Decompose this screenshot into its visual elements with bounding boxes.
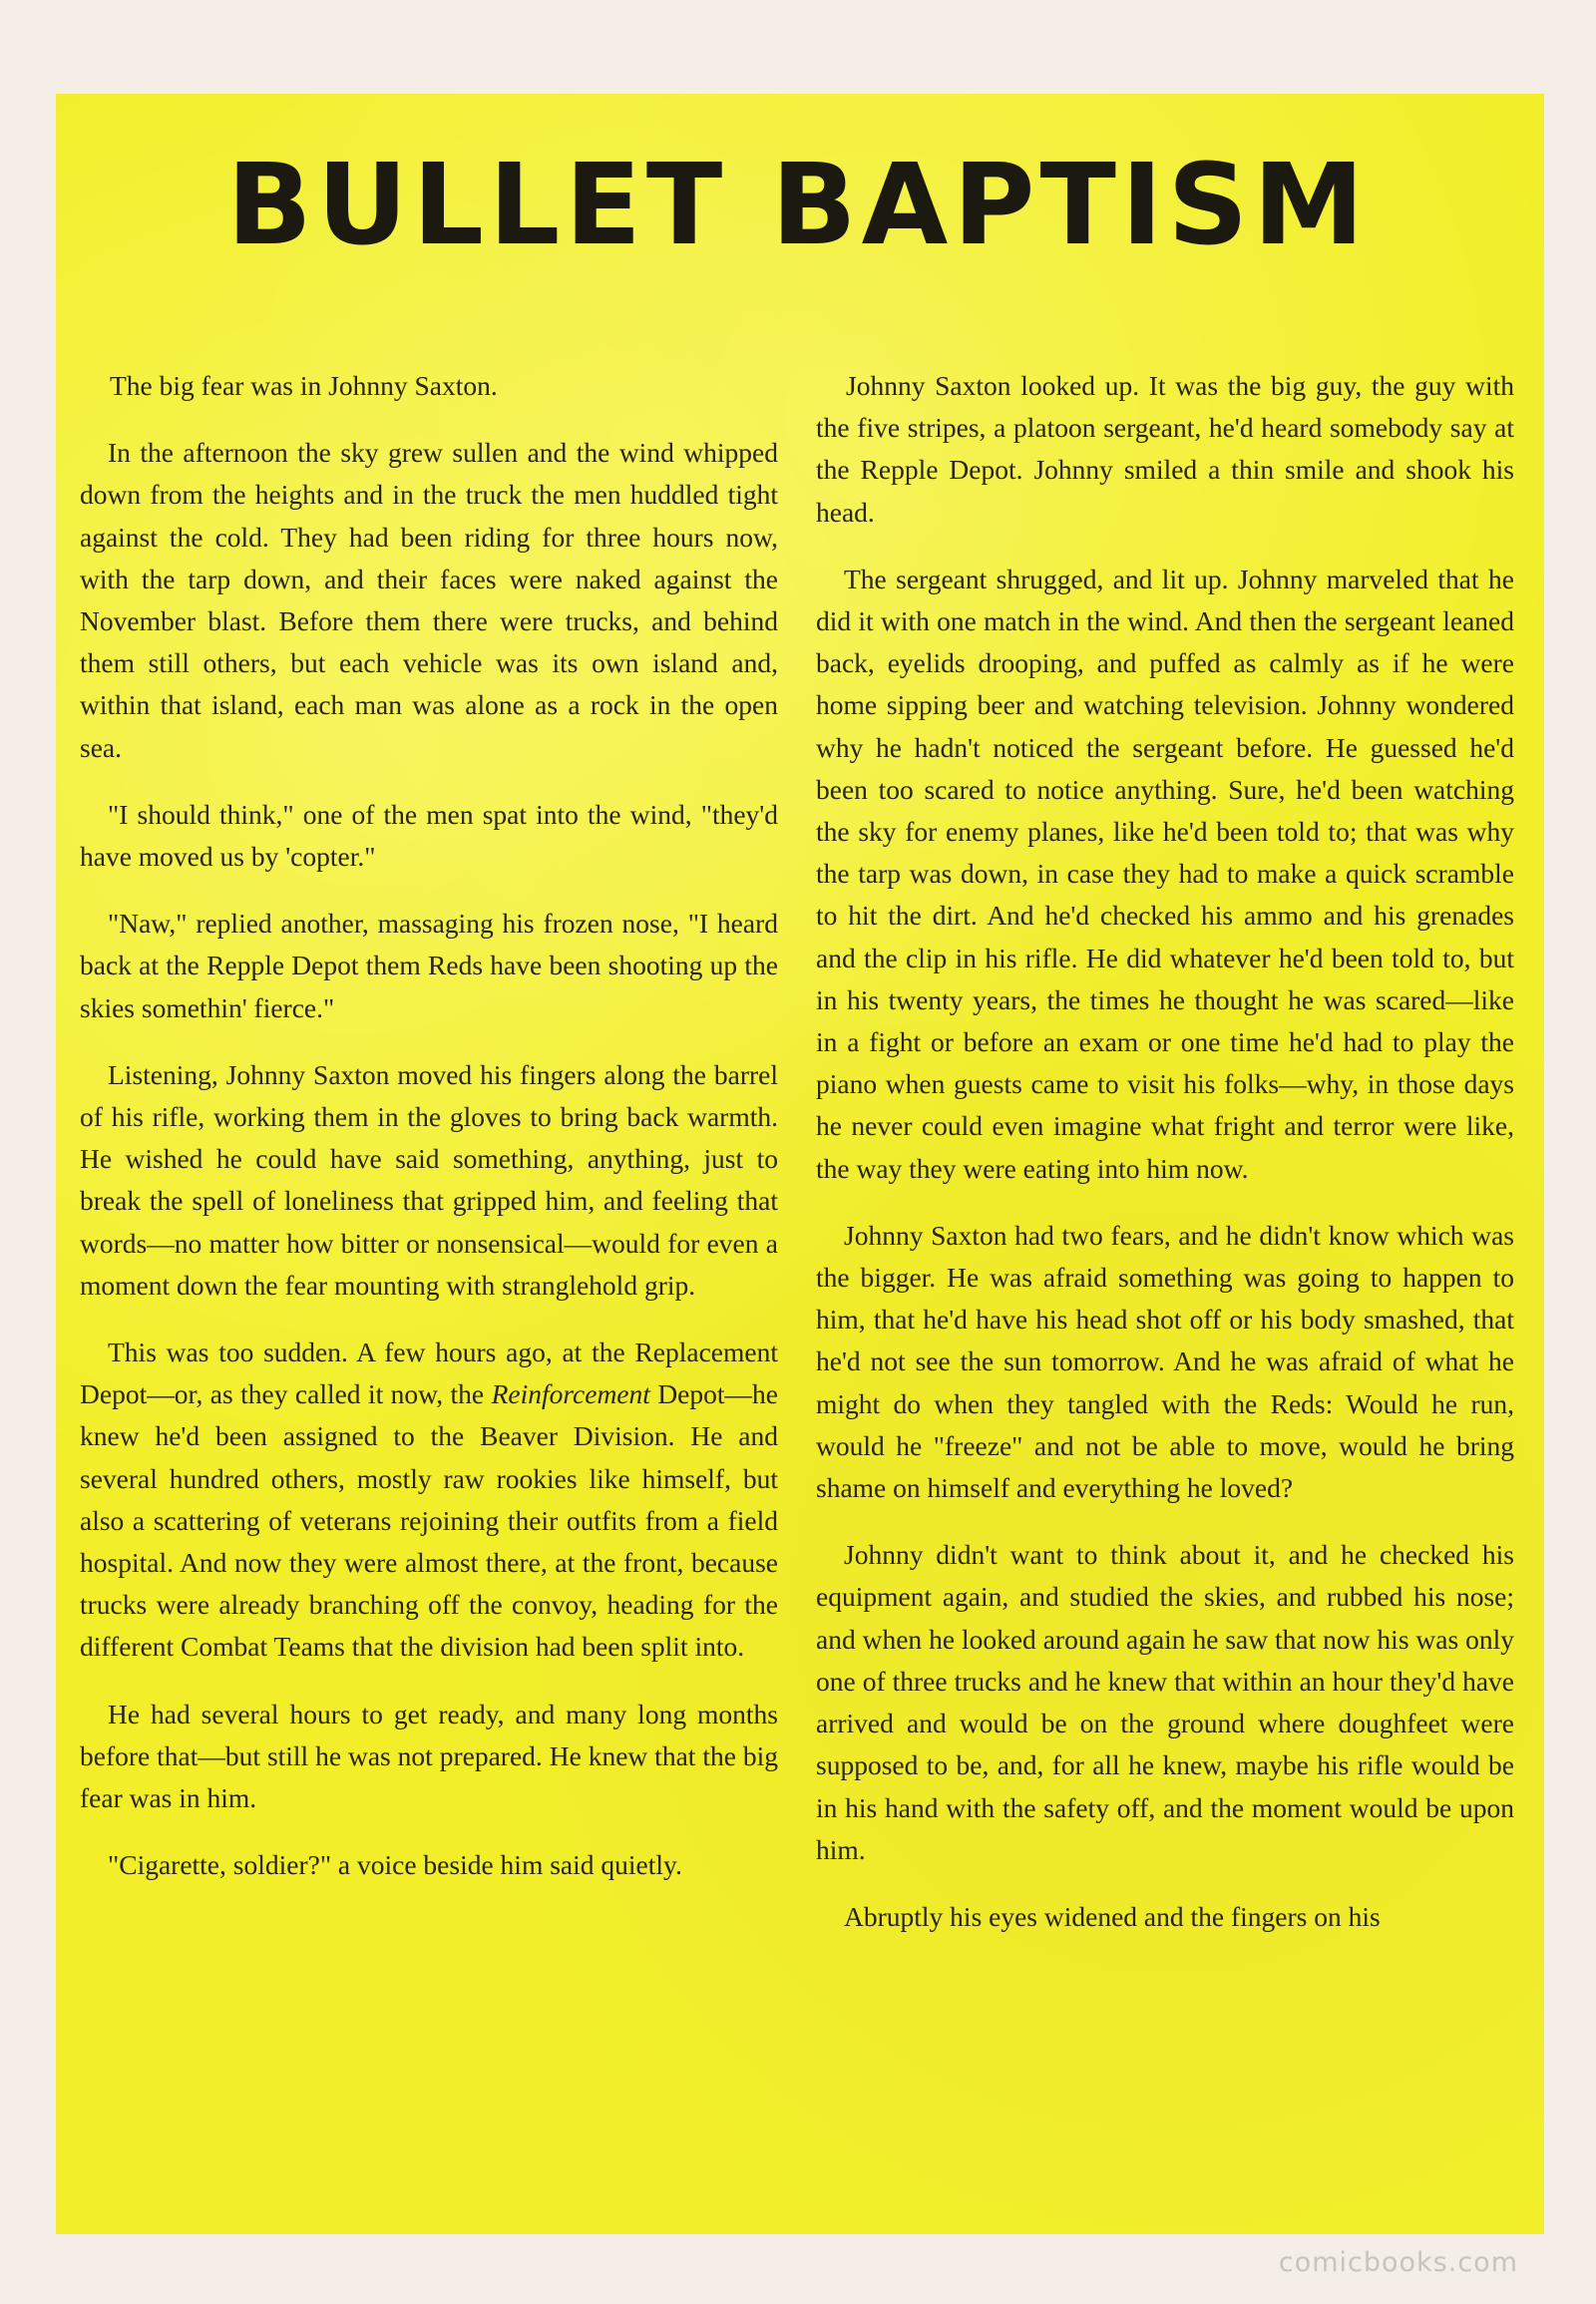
paragraph: Abruptly his eyes widened and the fingers on his: [844, 1900, 1381, 1932]
paragraph: Johnny Saxton looked up. It was the big guy, the guy with the five stripes, a platoon sergeant, he'd heard somebody say at the Repple Depot. Johnny smiled a thin smile and shook his head.: [816, 370, 1514, 528]
paragraph: "Cigarette, soldier?" a voice beside him said quietly.: [108, 1849, 682, 1881]
italic-word: Reinforcement: [491, 1378, 650, 1410]
site-watermark: comicbooks.com: [1278, 2247, 1518, 2278]
left-text-column: [80, 365, 778, 1912]
paragraph-text: Depot—he knew he'd been assigned to the Beaver Division. He and several hundred others, mostly raw rookies like himself, but also a scattering of veterans rejoining their outfits from a field hospital. And now they were almost there, at the front, because trucks were already branching off the convoy, heading for the different Combat Teams that the division had been split into.: [80, 1378, 778, 1663]
paragraph: Listening, Johnny Saxton moved his fingers along the barrel of his rifle, working them in the gloves to bring back warmth. He wished he could have said something, anything, just to break the spell of loneliness that gripped him, and feeling that words—no matter how bitter or nonsensical—would for even a moment down the fear mounting with stranglehold grip.: [80, 1058, 778, 1301]
paragraph: In the afternoon the sky grew sullen and the wind whipped down from the heights and in the truck the men huddled tight against the cold. They had been riding for three hours now, with the tarp down, and their faces were naked against the November blast. Before them there were trucks, and behind them still others, but each vehicle was its own island and, within that island, each man was alone as a rock in the open sea.: [80, 437, 778, 763]
paragraph-text: This was too sudden. A few hours ago, at the Replacement Depot—or, as they called it now, the: [80, 1337, 778, 1410]
paragraph: The sergeant shrugged, and lit up. Johnny marveled that he did it with one match in the wind. And then the sergeant leaned back, eyelids drooping, and puffed as calmly as if he were home sipping beer and watching television. Johnny wondered why he hadn't noticed the sergeant before. He guessed he'd been too scared to notice anything. Sure, he'd been watching the sky for enemy planes, like he'd been told to; that was why the tarp was down, in case they had to make a quick scramble to hit the dirt. And he'd checked his ammo and his grenades and the clip in his rifle. He did whatever he'd been told to, but in his twenty years, the times he thought he was scared—like in a fight or before an exam or one time he'd had to play the piano when guests came to visit his folks—why, in those days he never could even imagine what fright and terror were like, the way they were eating into him now.: [816, 563, 1514, 1184]
paragraph: [80, 1332, 778, 1669]
right-text-column: [816, 365, 1514, 1963]
paragraph: The big fear was in Johnny Saxton.: [110, 370, 498, 401]
paragraph: "Naw," replied another, massaging his frozen nose, "I heard back at the Repple Depot them Reds have been shooting up the skies somethin' fierce.": [80, 908, 778, 1023]
story-title: BULLET BAPTISM: [226, 141, 1370, 270]
paragraph: Johnny didn't want to think about it, and he checked his equipment again, and studied the skies, and rubbed his nose; and when he looked around again he saw that now his was only one of three trucks and he knew that within an hour they'd have arrived and would be on the ground where doughfeet were supposed to be, and, for all he knew, maybe his rifle would be in his hand with the safety off, and the moment would be upon him.: [816, 1539, 1514, 1865]
paragraph: He had several hours to get ready, and many long months before that—but still he was not prepared. He knew that the big fear was in him.: [80, 1698, 778, 1814]
paragraph: Johnny Saxton had two fears, and he didn't know which was the bigger. He was afraid something was going to happen to him, that he'd have his head shot off or his body smashed, that he'd not see the sun tomorrow. And he was afraid of what he might do when they tangled with the Reds: Would he run, would he "freeze" and not be able to move, would he bring shame on himself and everything he loved?: [816, 1219, 1514, 1504]
paragraph: "I should think," one of the men spat into the wind, "they'd have moved us by 'copter.": [80, 798, 778, 873]
